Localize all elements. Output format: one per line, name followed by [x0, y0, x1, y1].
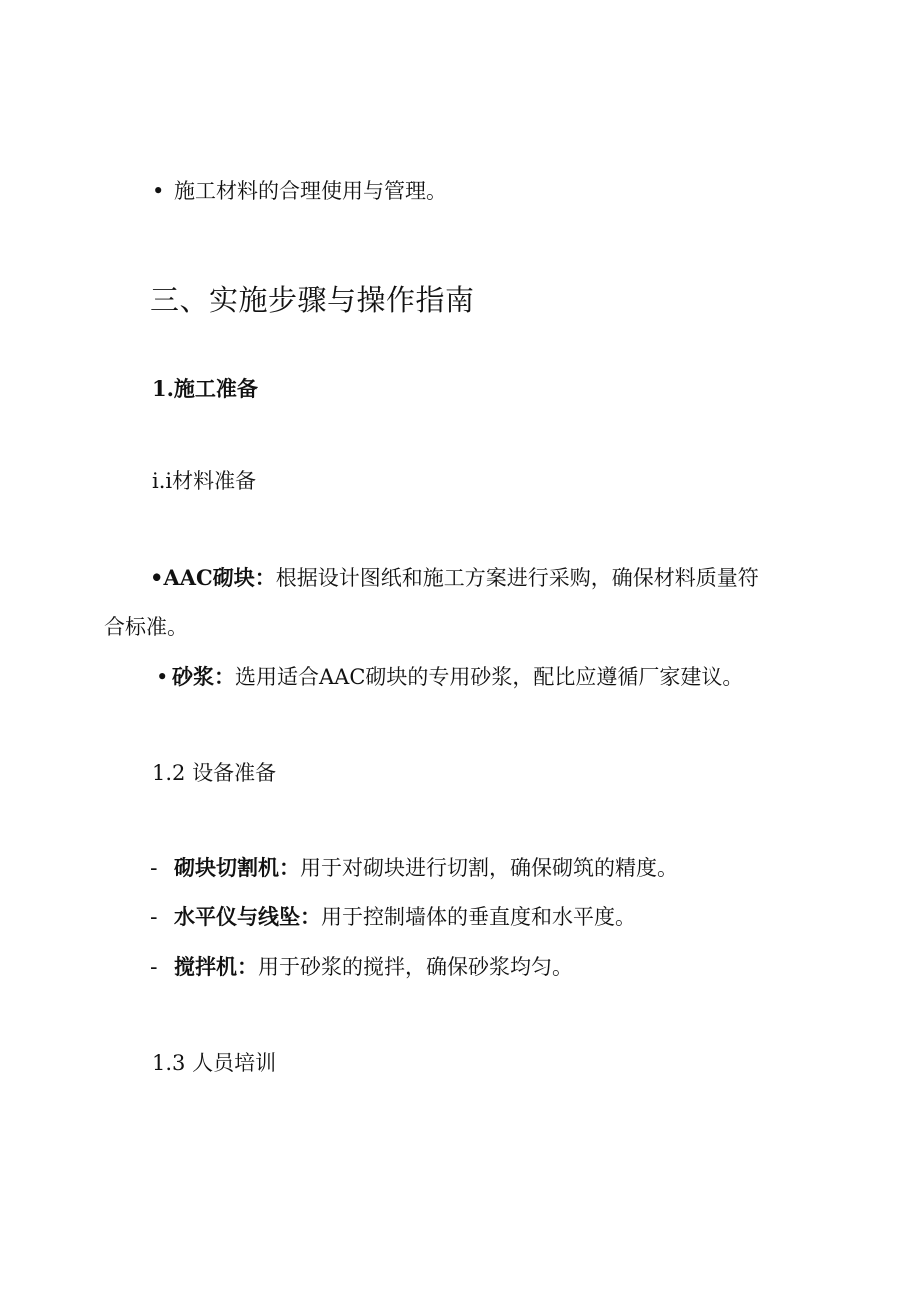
equipment-heading: 1.2 设备准备	[152, 761, 277, 785]
materials-item-mortar	[156, 662, 743, 692]
materials-item-aac-continuation: 合标准。	[104, 615, 188, 639]
bullet-marker: •	[152, 179, 165, 203]
intro-bullet	[152, 176, 447, 206]
item-text: 选用适合AAC砌块的专用砂浆，配比应遵循厂家建议。	[235, 665, 744, 689]
dash-marker: -	[150, 955, 158, 979]
subsection-heading: 1.施工准备	[152, 376, 258, 401]
item-term: 砂浆：	[172, 664, 235, 689]
intro-bullet-text: 施工材料的合理使用与管理。	[174, 179, 447, 203]
item-text: 用于砂浆的搅拌，确保砂浆均匀。	[258, 955, 573, 979]
training-heading: 1.3 人员培训	[152, 1051, 277, 1075]
item-term: 砌块切割机：	[174, 855, 300, 880]
equipment-item-cutter	[150, 853, 678, 883]
item-term: 搅拌机：	[174, 954, 258, 979]
dash-marker: -	[150, 905, 158, 929]
bullet-marker: •	[150, 565, 164, 590]
item-term: AAC砌块：	[163, 565, 276, 590]
item-term: 水平仪与线坠：	[174, 904, 321, 929]
equipment-item-mixer	[150, 952, 573, 982]
bullet-marker: •	[156, 665, 169, 689]
item-text: 根据设计图纸和施工方案进行采购，确保材料质量符	[275, 566, 759, 590]
item-text: 用于对砌块进行切割，确保砌筑的精度。	[300, 856, 678, 880]
materials-item-aac	[150, 563, 759, 593]
section-heading: 三、实施步骤与操作指南	[150, 283, 475, 317]
item-text: 用于控制墙体的垂直度和水平度。	[321, 905, 636, 929]
materials-heading: i.i材料准备	[152, 469, 257, 493]
dash-marker: -	[150, 856, 158, 880]
equipment-item-level	[150, 902, 636, 932]
